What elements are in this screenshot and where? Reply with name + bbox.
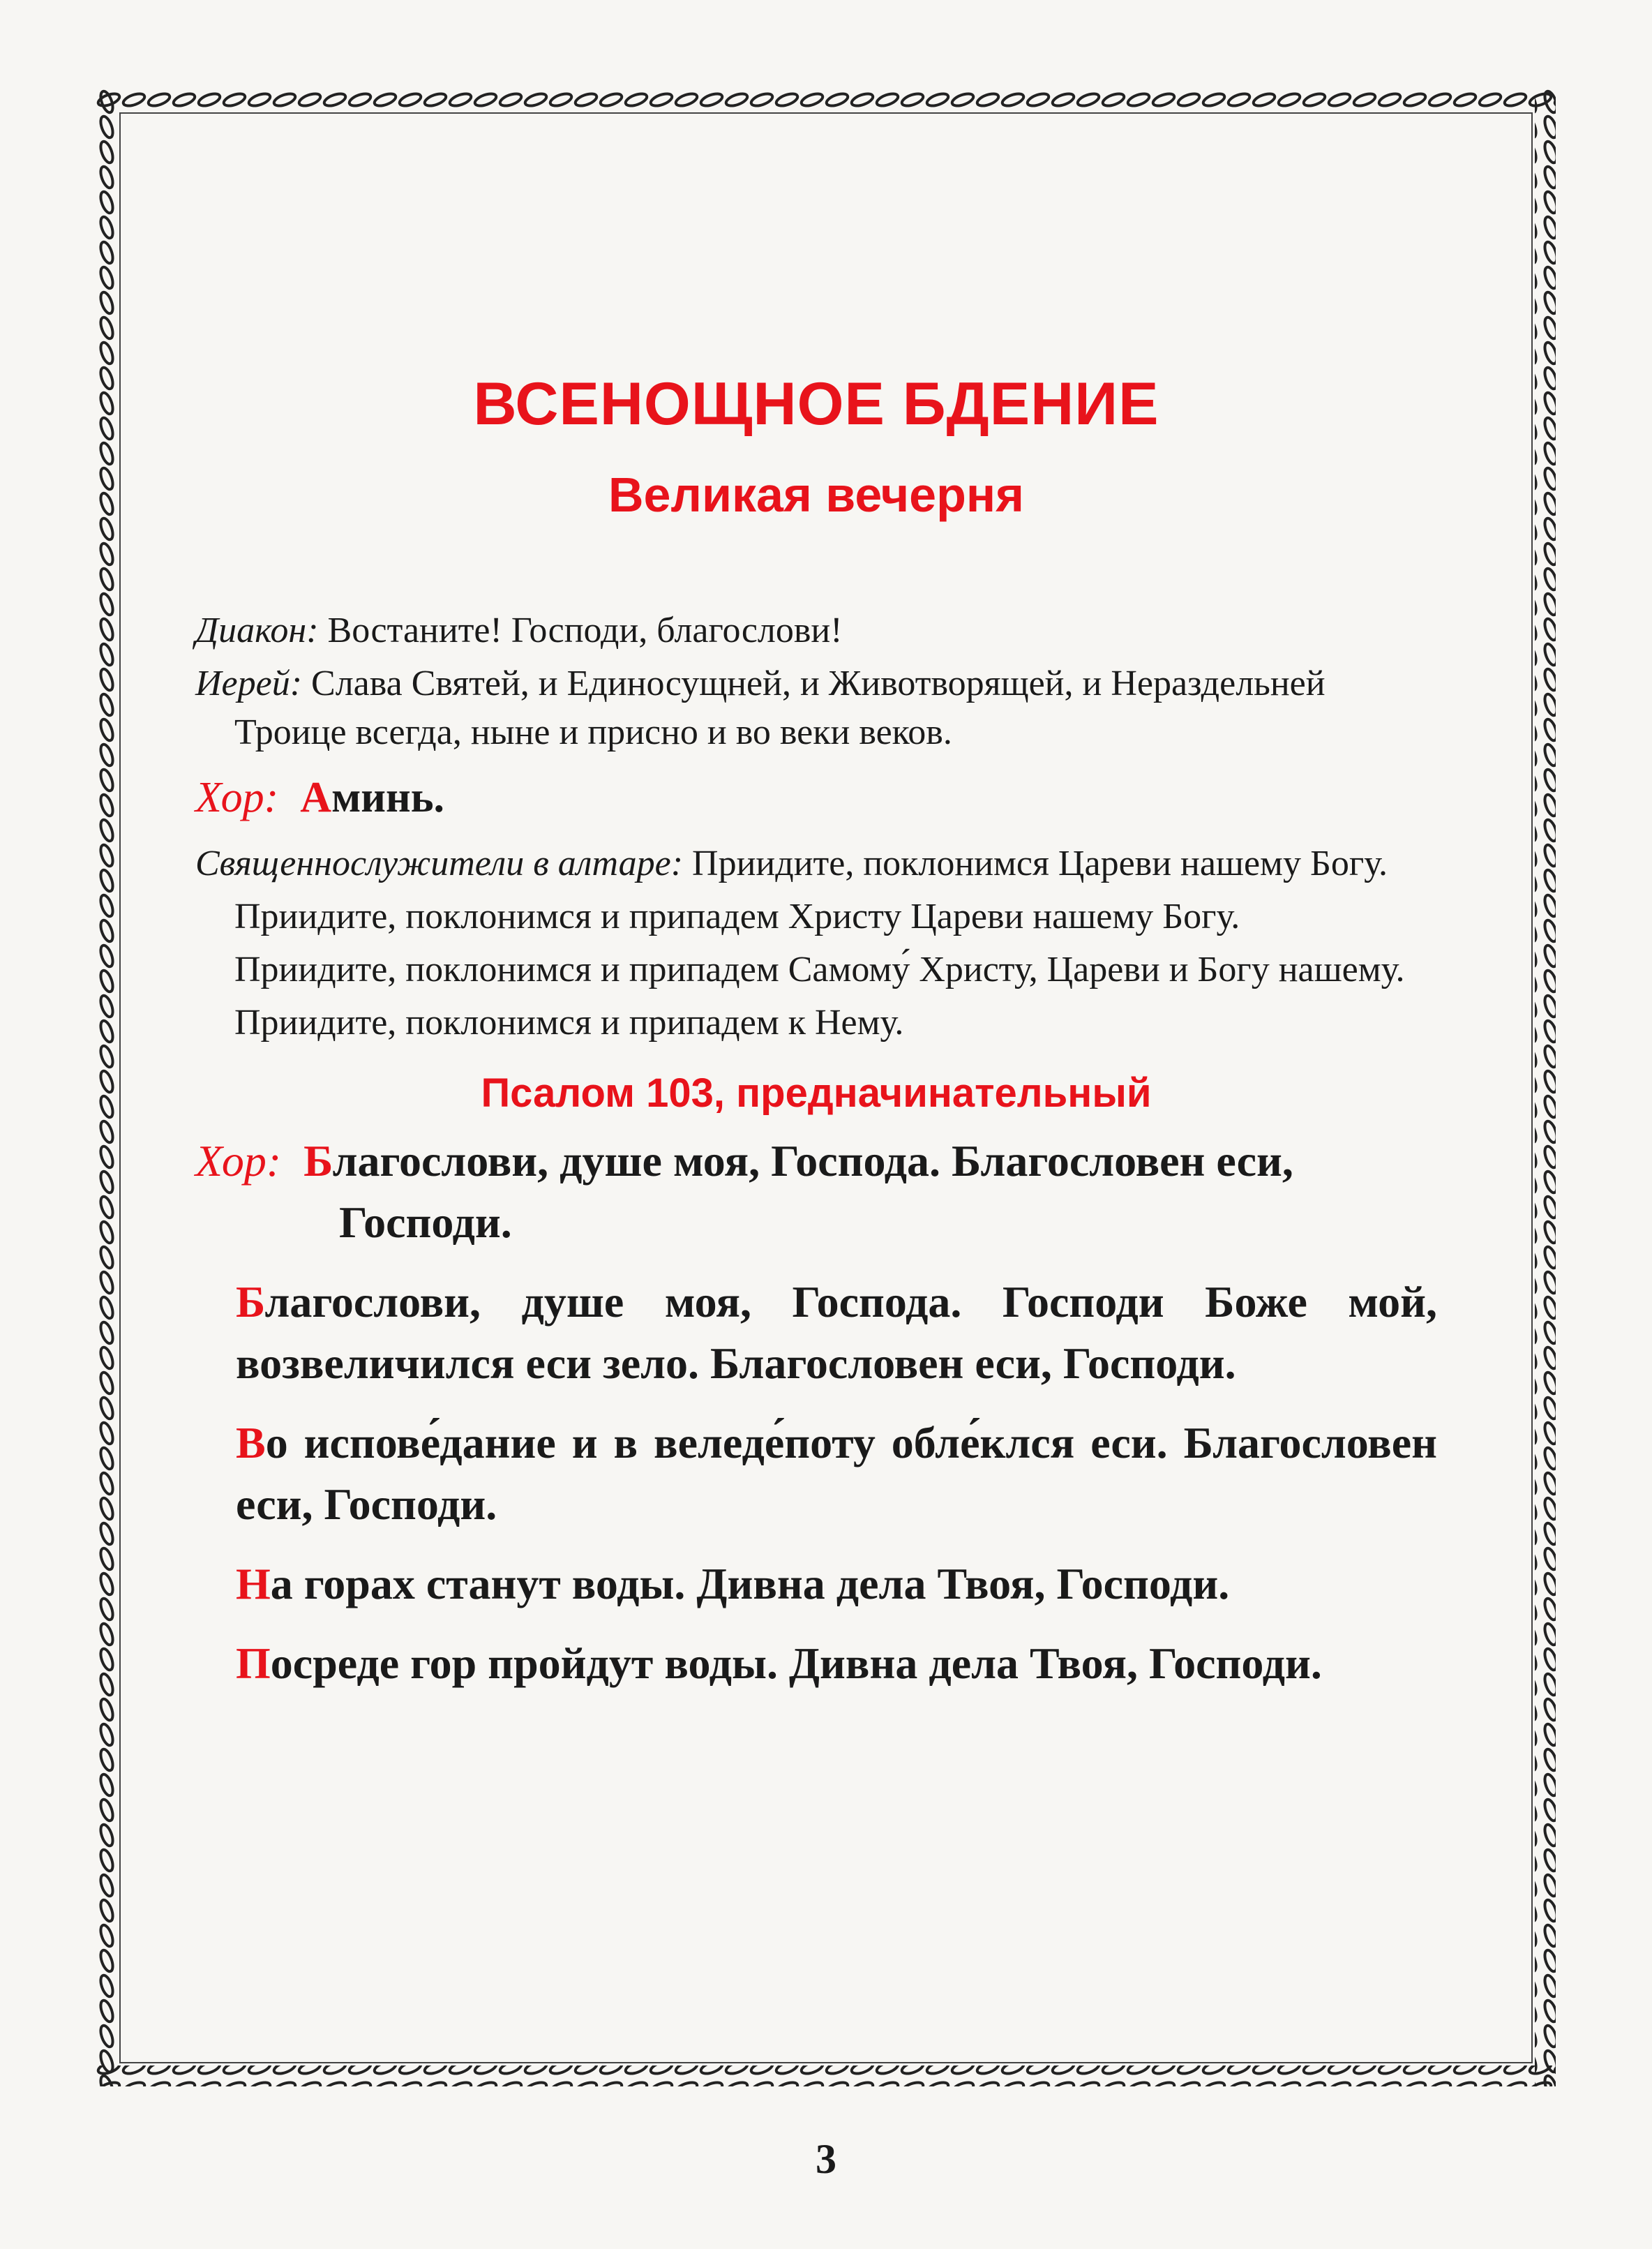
- page-title: ВСЕНОЩНОЕ БДЕНИЕ: [473, 371, 1159, 438]
- verse-1-text: лагослови, душе моя, Господа. Благословен еси, Господи.: [332, 1136, 1293, 1247]
- verse-2-cap: Б: [236, 1277, 265, 1327]
- verse-4-cap: Н: [236, 1559, 271, 1608]
- psalm-verse-2: [195, 1271, 1437, 1394]
- clergy-line-2: Приидите, поклонимся и припадем Христу Цареви нашему Богу.: [234, 897, 1240, 936]
- verse-2-text: лагослови, душе моя, Господа. Господи Боже мой, возвеличился еси зело. Благословен еси, Господи.: [236, 1277, 1437, 1388]
- psalm-choir-role: Хор:: [195, 1136, 282, 1186]
- page-number: 3: [816, 2136, 836, 2182]
- priest-role: Иерей:: [195, 664, 303, 703]
- page-subtitle: Великая вечерня: [608, 468, 1024, 522]
- verse-5-text: осреде гор пройдут воды. Дивна дела Твоя, Господи.: [270, 1638, 1322, 1688]
- clergy-text-1: Приидите, поклонимся Цареви нашему Богу.: [683, 844, 1388, 883]
- priest-text: Слава Святей, и Единосущней, и Животворящей, и Нераздельней Троице всегда, ныне и присно и во веки веков.: [234, 664, 1326, 752]
- verse-3-cap: В: [236, 1418, 266, 1467]
- psalm-verse-4: [195, 1553, 1437, 1615]
- clergy-role: Священнослужители в алтаре:: [195, 844, 684, 883]
- deacon-text: Востаните! Господи, благослови!: [318, 611, 843, 650]
- deacon-role: Диакон:: [195, 611, 319, 650]
- priest-line: [195, 659, 1437, 757]
- choir-role: Хор:: [195, 774, 279, 821]
- deacon-line: [195, 606, 1437, 655]
- clergy-line-3: Приидите, поклонимся и припадем Самому́ Христу, Цареви и Богу нашему.: [234, 950, 1405, 989]
- verse-1-cap: Б: [303, 1136, 333, 1186]
- psalm-verse-3: [195, 1412, 1437, 1535]
- page-content: [195, 370, 1437, 1712]
- choir-amen-text: минь.: [331, 774, 445, 821]
- verse-5-cap: П: [236, 1638, 271, 1688]
- clergy-line-4: Приидите, поклонимся и припадем к Нему.: [234, 1003, 904, 1043]
- verse-3-text: о испове́дание и в веледе́поту обле́клся еси. Благословен еси, Господи.: [236, 1418, 1437, 1529]
- verse-4-text: а горах станут воды. Дивна дела Твоя, Господи.: [270, 1559, 1230, 1608]
- clergy-line-1: [195, 839, 1437, 888]
- psalm-verse-5: [195, 1633, 1437, 1694]
- choir-amen-cap: А: [300, 774, 332, 821]
- choir-amen-line: [195, 770, 1437, 825]
- psalm-verse-1: [195, 1130, 1437, 1253]
- psalm-heading: Псалом 103, предначинательный: [481, 1070, 1152, 1116]
